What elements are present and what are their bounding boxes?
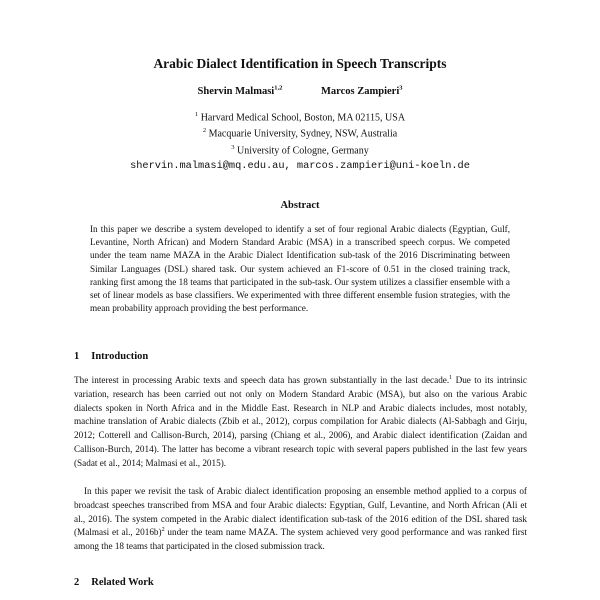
intro-paragraph-2-part-a: In this paper we revisit the task of Arabic dialect identification proposing an ensemble method applied to a corpus of broadcast speeches transcribed from MSA and four Arabic dialects: Egyptian, Gulf, Levantine, and North African (Ali et al., 2016). The system competed in the Arabic dialect identification sub-task of the 2016 edition of the DSL shared task (Malmasi et al., 2016b): [74, 486, 527, 538]
affiliation-2-text: Macquarie University, Sydney, NSW, Australia: [208, 128, 398, 140]
intro-paragraph-1: [74, 374, 527, 471]
affiliation-2: [0, 124, 600, 140]
intro-paragraph-2: [74, 485, 527, 554]
author-1-marks: 1,2: [274, 84, 283, 91]
affiliation-1: [0, 108, 600, 124]
author-2: [321, 86, 403, 97]
section-1-heading: [74, 351, 148, 362]
section-2-heading: [74, 577, 154, 588]
author-1-name: Shervin Malmasi: [197, 85, 275, 97]
affiliation-1-mark: 1: [194, 111, 199, 118]
affiliation-3-mark: 3: [231, 143, 235, 151]
intro-paragraph-2-part-b: under the team name MAZA. The system achieved very good performance and was ranked first among the 18 teams that participated in the closed submission track.: [74, 527, 527, 552]
affiliation-3: [0, 141, 600, 157]
abstract-heading: Abstract: [280, 200, 320, 211]
section-1-number: 1: [74, 351, 80, 362]
author-list: [0, 84, 600, 97]
affiliation-list: [0, 108, 600, 157]
affiliation-1-text: Harvard Medical School, Boston, MA 02115, USA: [200, 112, 406, 124]
affiliation-3-text: University of Cologne, Germany: [237, 144, 369, 156]
footnote-mark-1: 1: [449, 374, 453, 381]
section-2-title: Related Work: [91, 577, 154, 588]
author-emails: shervin.malmasi@mq.edu.au, marcos.zampieri@uni-koeln.de: [130, 160, 470, 172]
paper-title: Arabic Dialect Identification in Speech Transcripts: [153, 56, 447, 71]
affiliation-2-mark: 2: [202, 127, 207, 135]
intro-paragraph-1-part-b: Due to its intrinsic variation, research has been carried out not only on Modern Standard Arabic (MSA), but also on the various Arabic dialects spoken in North Africa and in the Middle East. Research in NLP and Arabic dialects includes, most notably, machine translation of Arabic dialects (Zbib et al., 2012), corpus compilation for Arabic dialects (Al-Sabbagh and Girju, 2012; Cotterell and Callison-Burch, 2014), parsing (Chiang et al., 2006), and Arabic dialect identification (Zaidan and Callison-Burch, 2014). The latter has become a vibrant research topic with several papers published in the last few years (Sadat et al., 2014; Malmasi et al., 2015).: [74, 375, 527, 468]
section-2-number: 2: [74, 577, 80, 588]
author-1: [198, 86, 283, 97]
abstract-text: In this paper we describe a system developed to identify a set of four regional Arabic dialects (Egyptian, Gulf, Levantine, North African) and Modern Standard Arabic (MSA) in a transcribed speech corpus. We competed under the team name MAZA in the Arabic Dialect Identification sub-task of the 2016 Discriminating between Similar Languages (DSL) shared task. Our system achieved an F1-score of 0.51 in the closed training track, ranking first among the 18 teams that participated in the sub-task. Our system utilizes a classifier ensemble with a set of linear models as base classifiers. We experimented with three different ensemble fusion strategies, with the mean probability approach providing the best performance.: [90, 224, 510, 314]
intro-paragraph-1-part-a: The interest in processing Arabic texts and speech data has grown substantially in the last decade.: [74, 375, 450, 385]
section-1-title: Introduction: [91, 351, 149, 362]
footnote-mark-2: 2: [161, 527, 165, 534]
author-2-name: Marcos Zampieri: [320, 85, 400, 97]
author-2-marks: 3: [399, 84, 403, 91]
